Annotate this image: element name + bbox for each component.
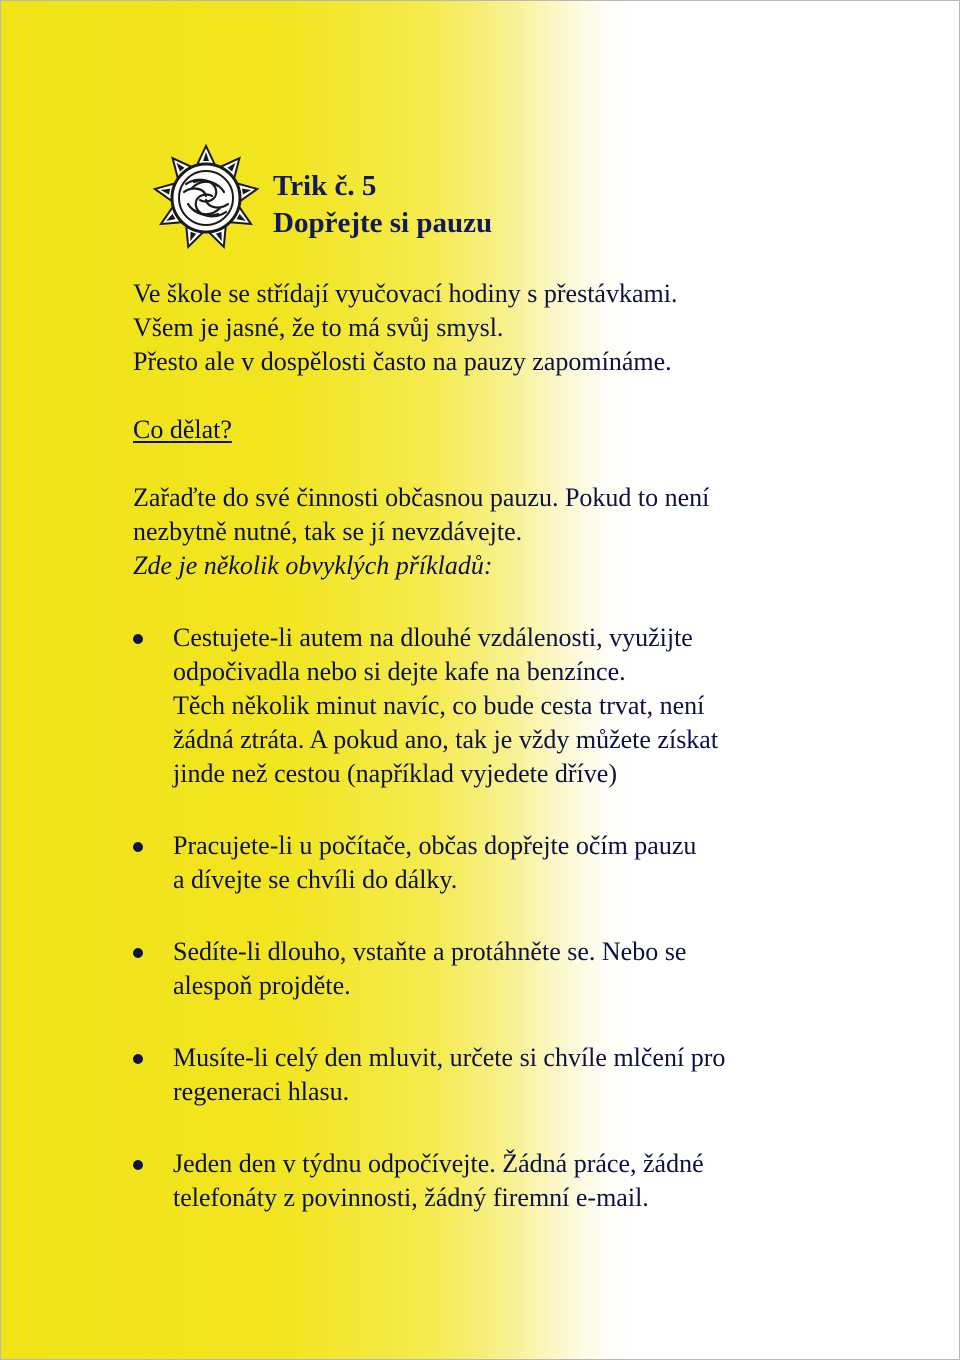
- main-content: [133, 277, 833, 1253]
- tip-line: jinde než cestou (například vyjedete dříve): [173, 759, 617, 788]
- tip-line: telefonáty z povinnosti, žádný firemní e-mail.: [173, 1183, 649, 1212]
- tip-item: [133, 1147, 833, 1215]
- tip-line: Těch několik minut navíc, co bude cesta trvat, není: [173, 691, 705, 720]
- title-block: [273, 168, 492, 242]
- tip-line: Pracujete-li u počítače, občas dopřejte očím pauzu: [173, 831, 697, 860]
- tip-item: [133, 829, 833, 897]
- tip-item: [133, 621, 833, 791]
- advice-line-2: nezbytně nutné, tak se jí nevzdávejte.: [133, 517, 523, 546]
- intro-line-2: Všem je jasné, že to má svůj smysl.: [133, 313, 504, 342]
- tip-line: a dívejte se chvíli do dálky.: [173, 865, 458, 894]
- page-title: Dopřejte si pauzu: [273, 207, 493, 239]
- tip-line: Musíte-li celý den mluvit, určete si chvíle mlčení pro: [173, 1043, 726, 1072]
- examples-label: Zde je několik obvyklých příkladů:: [133, 551, 493, 580]
- tip-line: odpočivadla nebo si dejte kafe na benzínce.: [173, 657, 626, 686]
- tip-item: [133, 935, 833, 1003]
- tips-list: [133, 621, 833, 1215]
- question-text: Co dělat?: [133, 415, 232, 444]
- tip-line: regeneraci hlasu.: [173, 1077, 350, 1106]
- intro-line-1: Ve škole se střídají vyučovací hodiny s přestávkami.: [133, 279, 678, 308]
- trick-number: Trik č. 5: [273, 170, 377, 202]
- bullet-icon: [133, 842, 143, 852]
- tip-line: Sedíte-li dlouho, vstaňte a protáhněte se. Nebo se: [173, 937, 687, 966]
- sun-icon: [150, 144, 262, 252]
- bullet-icon: [133, 634, 143, 644]
- tip-line: Cestujete-li autem na dlouhé vzdálenosti, využijte: [173, 623, 693, 652]
- intro-line-3: Přesto ale v dospělosti často na pauzy zapomínáme.: [133, 347, 672, 376]
- tip-item: [133, 1041, 833, 1109]
- tip-line: Jeden den v týdnu odpočívejte. Žádná práce, žádné: [173, 1149, 704, 1178]
- question-heading: [133, 413, 833, 447]
- advice-line-1: Zařaďte do své činnosti občasnou pauzu. Pokud to není: [133, 483, 710, 512]
- bullet-icon: [133, 1160, 143, 1170]
- bullet-icon: [133, 948, 143, 958]
- bullet-icon: [133, 1054, 143, 1064]
- tip-line: žádná ztráta. A pokud ano, tak je vždy můžete získat: [173, 725, 719, 754]
- tip-line: alespoň projděte.: [173, 971, 351, 1000]
